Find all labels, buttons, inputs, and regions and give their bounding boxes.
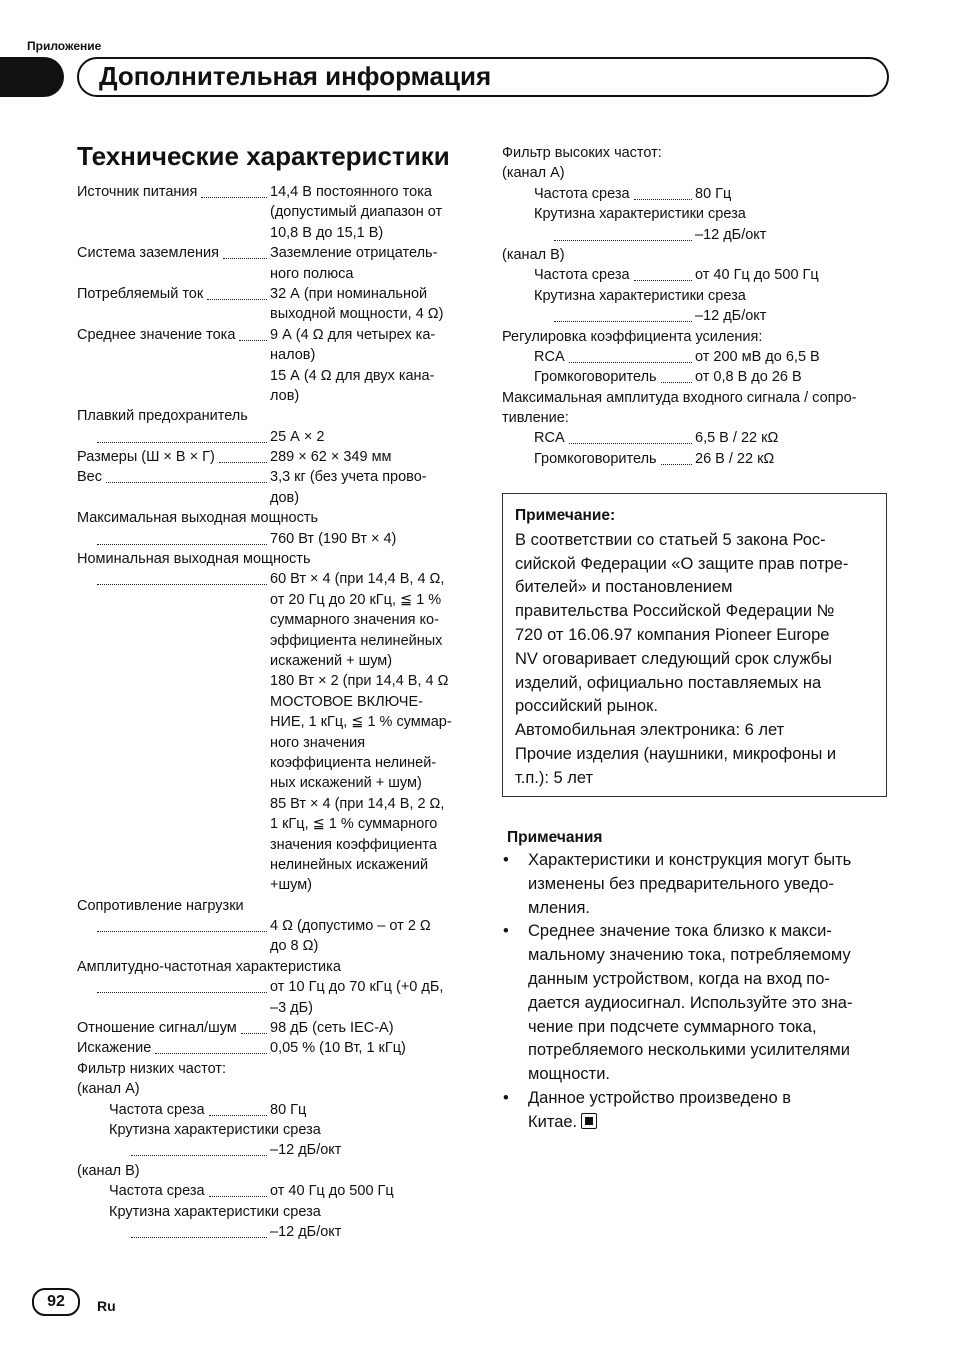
leader-dots xyxy=(97,977,267,993)
spec-row xyxy=(0,428,954,448)
spec-row xyxy=(0,977,480,997)
note-bullet-line xyxy=(528,992,887,1016)
spec-value: 15 А (4 Ω для двух кана- xyxy=(270,367,435,384)
spec-label: Частота среза xyxy=(534,267,630,284)
spec-value: 85 Вт × 4 (при 14,4 В, 2 Ω, xyxy=(270,795,445,812)
spec-row xyxy=(0,794,480,814)
spec-label: Крутизна характеристики среза xyxy=(109,1121,321,1138)
leader-dots xyxy=(661,367,692,383)
spec-label: Потребляемый ток xyxy=(77,285,204,302)
spec-value: Заземление отрицатель- xyxy=(270,245,438,262)
spec-row xyxy=(0,508,480,528)
note-bullet-text: Данное устройство произведено в xyxy=(528,1088,792,1107)
page-title: Технические характеристики xyxy=(77,141,450,171)
spec-label: (канал B) xyxy=(502,246,565,263)
header-bar xyxy=(77,57,889,97)
leader-dots xyxy=(209,1181,267,1197)
spec-label: Плавкий предохранитель xyxy=(77,408,248,425)
note-bullet-line xyxy=(528,944,887,968)
spec-value: от 40 Гц до 500 Гц xyxy=(270,1183,394,1200)
spec-value: 6,5 В / 22 кΩ xyxy=(695,430,779,447)
spec-label: (канал B) xyxy=(77,1162,140,1179)
spec-value: от 0,8 В до 26 В xyxy=(695,369,802,386)
spec-value: налов) xyxy=(270,347,316,364)
spec-value: от 200 мВ до 6,5 В xyxy=(695,348,820,365)
spec-value: искажений + шум) xyxy=(270,652,393,669)
spec-row xyxy=(0,998,480,1018)
spec-row xyxy=(0,163,954,183)
leader-dots xyxy=(634,184,692,200)
note-box xyxy=(502,493,887,797)
spec-row xyxy=(0,449,954,469)
spec-row xyxy=(0,408,954,428)
spec-value: 10,8 В до 15,1 В) xyxy=(270,224,384,241)
spec-row xyxy=(0,753,480,773)
note-bullet-text: Характеристики и конструкция могут быть xyxy=(528,851,852,869)
spec-value: 4 Ω (допустимо – от 2 Ω xyxy=(270,918,431,935)
spec-label: Крутизна характеристики среза xyxy=(534,287,746,304)
spec-value: 14,4 В постоянного тока xyxy=(270,184,432,200)
spec-label: Вес xyxy=(77,469,102,486)
leader-dots xyxy=(554,306,692,322)
spec-row xyxy=(0,631,480,651)
note-line: сийской Федерации «О защите прав потре- xyxy=(515,554,849,573)
spec-label: Максимальная амплитуда входного сигнала / сопро- xyxy=(502,389,857,406)
spec-row xyxy=(0,835,480,855)
spec-row xyxy=(0,733,480,753)
spec-label: Фильтр высоких частот: xyxy=(502,145,662,161)
note-bullet-text: Среднее значение тока близко к макси- xyxy=(528,922,832,941)
leader-dots xyxy=(97,916,267,932)
spec-row xyxy=(0,467,480,487)
spec-value: от 20 Гц до 20 кГц, ≦ 1 % xyxy=(270,591,442,608)
bullet-icon: • xyxy=(503,922,509,941)
spec-row xyxy=(0,1120,480,1140)
note-heading: Примечание: xyxy=(515,507,616,524)
spec-value: НИЕ, 1 кГц, ≦ 1 % суммар- xyxy=(270,714,452,731)
spec-row xyxy=(0,286,954,306)
note-bullet-line xyxy=(528,1039,887,1063)
spec-row xyxy=(0,590,480,610)
note-bullet-text: Китае. xyxy=(528,1112,578,1131)
leader-dots xyxy=(569,347,692,363)
note-bullet-text: мления. xyxy=(528,898,590,917)
section-tab xyxy=(0,57,64,97)
spec-row xyxy=(0,671,480,691)
page-number: 92 xyxy=(32,1288,80,1316)
spec-label: Источник питания xyxy=(77,184,198,200)
spec-row xyxy=(0,529,480,549)
note-bullet-item xyxy=(502,849,887,920)
leader-dots xyxy=(554,225,692,241)
spec-row xyxy=(0,957,480,977)
spec-value: 32 А (при номинальной xyxy=(270,285,428,302)
spec-label: тивление: xyxy=(502,410,569,427)
leader-dots xyxy=(131,1222,267,1238)
spec-value: от 40 Гц до 500 Гц xyxy=(695,267,819,284)
spec-value: 180 Вт × 2 (при 14,4 В, 4 Ω xyxy=(270,673,449,690)
spec-row xyxy=(0,1161,480,1181)
spec-label: (канал A) xyxy=(502,165,565,182)
note-bullet-line xyxy=(528,849,887,873)
spec-value: 80 Гц xyxy=(270,1101,307,1118)
spec-row xyxy=(0,1079,480,1099)
note-line: бителей» и постановлением xyxy=(515,578,733,597)
note-line: 720 от 16.06.97 компания Pioneer Europe xyxy=(515,625,830,644)
spec-label: Отношение сигнал/шум xyxy=(77,1020,237,1037)
spec-row xyxy=(0,204,954,224)
spec-value: ных искажений + шум) xyxy=(270,775,422,792)
spec-row xyxy=(0,569,480,589)
spec-row xyxy=(0,1181,480,1201)
spec-label: Крутизна характеристики среза xyxy=(109,1203,321,1220)
note-bullet-text: мальному значению тока, потребляемому xyxy=(528,946,851,965)
spec-row xyxy=(0,184,954,204)
spec-label: Система заземления xyxy=(77,245,219,262)
spec-value: эффициента нелинейных xyxy=(270,632,443,649)
spec-row xyxy=(0,692,480,712)
spec-label: Частота среза xyxy=(109,1101,205,1118)
note-bullet-text: изменены без предварительного уведо- xyxy=(528,874,834,893)
spec-value: 1 кГц, ≦ 1 % суммарного xyxy=(270,816,438,833)
section-label: Приложение xyxy=(27,39,102,53)
spec-label: Максимальная выходная мощность xyxy=(77,510,319,527)
notes-list xyxy=(502,849,887,1135)
note-bullet-line xyxy=(528,1063,887,1087)
spec-value: нелинейных искажений xyxy=(270,856,429,873)
spec-value: 60 Вт × 4 (при 14,4 В, 4 Ω, xyxy=(270,571,445,588)
spec-label: Регулировка коэффициента усиления: xyxy=(502,328,763,345)
spec-value: выходной мощности, 4 Ω) xyxy=(270,306,444,323)
spec-value: коэффициента нелиней- xyxy=(270,754,437,771)
leader-dots xyxy=(97,529,267,545)
spec-value: –3 дБ) xyxy=(270,999,313,1016)
spec-label: Номинальная выходная мощность xyxy=(77,551,311,568)
spec-row xyxy=(0,1100,480,1120)
note-bullet-text: мощности. xyxy=(528,1065,610,1084)
spec-value: 25 А × 2 xyxy=(270,428,325,445)
note-bullet-line xyxy=(528,1016,887,1040)
note-bullet-line xyxy=(528,1087,887,1111)
note-bullet-line xyxy=(528,920,887,944)
spec-row xyxy=(0,1038,480,1058)
spec-value: –12 дБ/окт xyxy=(695,308,767,325)
spec-row xyxy=(0,1202,480,1222)
spec-row xyxy=(0,1018,480,1038)
spec-row xyxy=(0,225,954,245)
spec-row xyxy=(0,143,954,163)
spec-value: 80 Гц xyxy=(695,185,732,202)
spec-value: 760 Вт (190 Вт × 4) xyxy=(270,530,397,547)
spec-row xyxy=(0,1059,480,1079)
spec-row xyxy=(0,896,480,916)
spec-label: RCA xyxy=(534,430,565,447)
right-spec-list xyxy=(0,143,954,469)
spec-value: 0,05 % (10 Вт, 1 кГц) xyxy=(270,1040,406,1057)
spec-value: (допустимый диапазон от xyxy=(270,204,443,221)
spec-value: 26 В / 22 кΩ xyxy=(695,450,775,467)
leader-dots xyxy=(106,467,267,483)
spec-row xyxy=(0,347,954,367)
spec-value: до 8 Ω) xyxy=(270,938,319,955)
note-line: российский рынок. xyxy=(515,697,658,716)
note-bullet-line xyxy=(528,897,887,921)
spec-row xyxy=(0,488,480,508)
spec-row xyxy=(0,916,480,936)
note-bullet-text: потребляемого несколькими усилителями xyxy=(528,1041,850,1060)
spec-value: –12 дБ/окт xyxy=(270,1142,342,1159)
spec-row xyxy=(0,773,480,793)
leader-dots xyxy=(661,449,692,465)
spec-value: суммарного значения ко- xyxy=(270,612,439,629)
spec-value: 3,3 кг (без учета прово- xyxy=(270,469,427,486)
spec-value: 289 × 62 × 349 мм xyxy=(270,449,392,466)
spec-value: ного значения xyxy=(270,734,366,751)
note-bullet-text: данным устройством, когда на вход по- xyxy=(528,969,830,988)
note-text xyxy=(515,529,874,791)
note-bullet-line xyxy=(528,873,887,897)
note-line: т.п.): 5 лет xyxy=(515,768,594,787)
leader-dots xyxy=(131,1140,267,1156)
spec-label: Фильтр низких частот: xyxy=(77,1060,226,1077)
end-mark-icon xyxy=(581,1113,597,1129)
spec-row xyxy=(0,1140,480,1160)
note-bullet-item xyxy=(502,1087,887,1135)
spec-value: значения коэффициента xyxy=(270,836,437,853)
bullet-icon: • xyxy=(503,1088,509,1107)
note-bullet-item xyxy=(502,920,887,1087)
spec-value: +шум) xyxy=(270,877,312,894)
spec-value: дов) xyxy=(270,489,300,506)
spec-label: Громкоговоритель xyxy=(534,369,657,386)
spec-value: от 10 Гц до 70 кГц (+0 дБ, xyxy=(270,979,444,996)
spec-label: Частота среза xyxy=(109,1183,205,1200)
language-code: Ru xyxy=(97,1298,116,1314)
spec-row xyxy=(0,327,954,347)
spec-value: –12 дБ/окт xyxy=(270,1223,342,1240)
spec-row xyxy=(0,936,480,956)
spec-row xyxy=(0,549,480,569)
spec-row xyxy=(0,814,480,834)
spec-label: Громкоговоритель xyxy=(534,450,657,467)
header-title: Дополнительная информация xyxy=(99,61,492,91)
spec-value: МОСТОВОЕ ВКЛЮЧЕ- xyxy=(270,693,423,710)
leader-dots xyxy=(209,1100,267,1116)
spec-label: Крутизна характеристики среза xyxy=(534,206,746,223)
notes-heading: Примечания xyxy=(507,829,603,846)
spec-value: 9 А (4 Ω для четырех ка- xyxy=(270,326,436,343)
note-line: NV оговаривает следующий срок службы xyxy=(515,649,832,668)
spec-value: 98 дБ (сеть IEC-A) xyxy=(270,1020,394,1037)
spec-label: RCA xyxy=(534,348,565,365)
note-bullet-line xyxy=(528,968,887,992)
note-line: Автомобильная электроника: 6 лет xyxy=(515,721,785,740)
spec-row xyxy=(0,306,954,326)
spec-label: Частота среза xyxy=(534,185,630,202)
note-bullet-line xyxy=(528,1111,887,1135)
note-line: В соответствии со статьей 5 закона Рос- xyxy=(515,530,826,549)
spec-row xyxy=(0,388,954,408)
note-bullet-text: дается аудиосигнал. Используйте это зна- xyxy=(528,993,853,1012)
spec-row xyxy=(0,265,954,285)
spec-row xyxy=(0,245,954,265)
note-bullet-text: чение при подсчете суммарного тока, xyxy=(528,1017,817,1036)
spec-row xyxy=(0,712,480,732)
spec-row xyxy=(0,875,480,895)
spec-row xyxy=(0,651,480,671)
leader-dots xyxy=(155,1038,267,1054)
spec-label: Размеры (Ш × В × Г) xyxy=(77,449,215,466)
leader-dots xyxy=(241,1018,267,1034)
spec-label: (канал A) xyxy=(77,1081,140,1098)
spec-row xyxy=(0,610,480,630)
spec-label: Искажение xyxy=(77,1040,152,1057)
leader-dots xyxy=(97,569,267,585)
leader-dots xyxy=(634,265,692,281)
spec-row xyxy=(0,367,954,387)
note-line: изделий, официально поставляемых на xyxy=(515,673,822,692)
notes-section xyxy=(502,826,887,1135)
spec-row xyxy=(0,1222,480,1242)
spec-value: –12 дБ/окт xyxy=(695,226,767,243)
spec-row xyxy=(0,855,480,875)
note-line: Прочие изделия (наушники, микрофоны и xyxy=(515,744,837,763)
spec-value: лов) xyxy=(270,387,300,404)
leader-dots xyxy=(569,428,692,444)
spec-value: ного полюса xyxy=(270,265,354,282)
bullet-icon: • xyxy=(503,851,509,869)
spec-label: Сопротивление нагрузки xyxy=(77,897,244,914)
spec-label: Амплитудно-частотная характеристика xyxy=(77,958,341,975)
spec-label: Среднее значение тока xyxy=(77,326,236,343)
note-line: правительства Российской Федерации № xyxy=(515,602,835,621)
